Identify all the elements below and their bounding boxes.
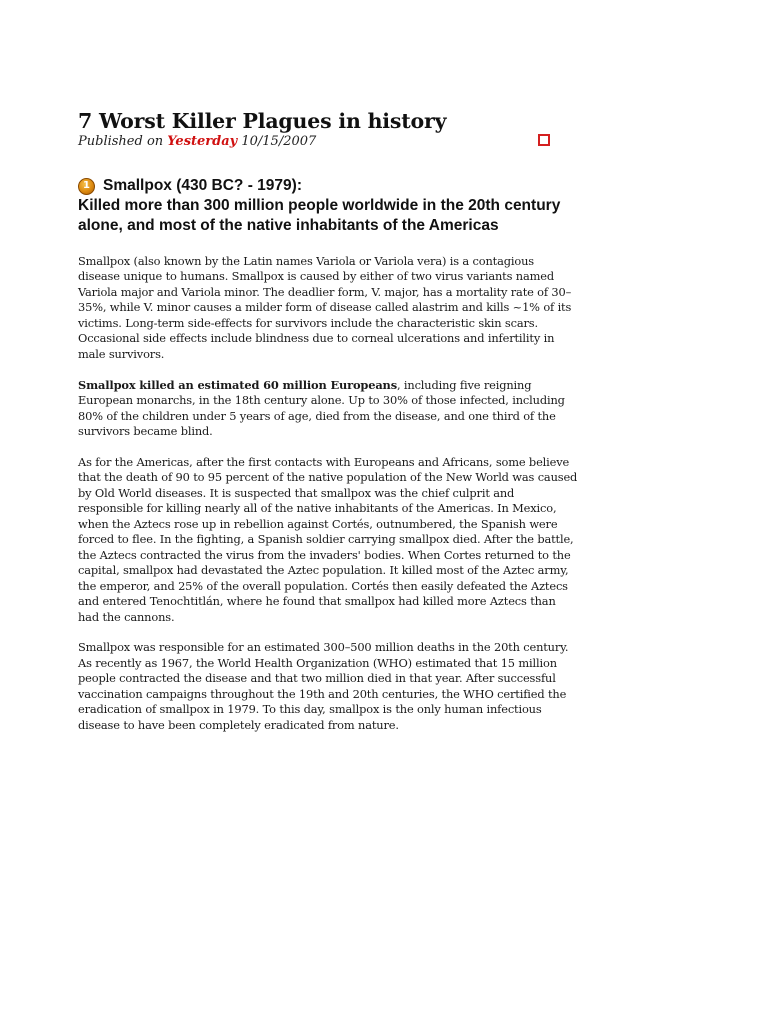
numbered-circle-icon: 1 xyxy=(78,178,95,195)
paragraph-2 xyxy=(78,378,578,440)
published-date: 10/15/2007 xyxy=(237,134,317,149)
published-prefix: Published on xyxy=(78,134,168,149)
published-when: Yesterday xyxy=(167,134,238,149)
article-body xyxy=(78,254,578,733)
entry-heading xyxy=(78,176,578,196)
paragraph-1: Smallpox (also known by the Latin names Variola or Variola vera) is a contagious disease unique to humans. Smallpox is caused by either of two virus variants named Variola major and Variola minor. The deadlier form, V. major, has a mortality rate of 30–35%, while V. minor causes a milder form of disease called alastrim and kills ~1% of its victims. Long-term side-effects for survivors include the characteristic skin scars. Occasional side effects include blindness due to corneal ulcerations and infertility in male survivors. xyxy=(78,254,572,361)
entry-subheading: Killed more than 300 million people worldwide in the 20th century alone, and most of the native inhabitants of the Americas xyxy=(78,197,561,234)
entry-title: Smallpox (430 BC? - 1979): xyxy=(103,177,302,194)
paragraph-3: As for the Americas, after the first contacts with Europeans and Africans, some believe that the death of 90 to 95 percent of the native population of the New World was caused by Old World diseases. It is suspected that smallpox was the chief culprit and responsible for killing nearly all of the native inhabitants of the Americas. In Mexico, when the Aztecs rose up in rebellion against Cortés, outnumbered, the Spanish were forced to flee. In the fighting, a Spanish soldier carrying smallpox died. After the battle, the Aztecs contracted the virus from the invaders' bodies. When Cortes returned to the capital, smallpox had devastated the Aztec population. It killed most of the Aztec army, the emperor, and 25% of the overall population. Cortés then easily defeated the Aztecs and entered Tenochtitlán, where he found that smallpox had killed more Aztecs than had the cannons. xyxy=(78,454,578,624)
paragraph-4: Smallpox was responsible for an estimated 300–500 million deaths in the 20th century. As recently as 1967, the World Health Organization (WHO) estimated that 15 million people contracted the disease and that two million died in that year. After successful vaccination campaigns throughout the 19th and 20th centuries, the WHO certified the eradication of smallpox in 1979. To this day, smallpox is the only human infectious disease to have been completely eradicated from nature. xyxy=(78,640,569,732)
published-line xyxy=(78,134,578,150)
paragraph-2-bold: Smallpox killed an estimated 60 million Europeans xyxy=(78,377,397,392)
paragraph-2-rest: , including five reigning European monarchs, in the 18th century alone. Up to 30% of those infected, including 80% of the children under 5 years of age, died from the disease, and one third of the survivors became blind. xyxy=(78,377,565,439)
article-title: 7 Worst Killer Plagues in history xyxy=(78,109,447,133)
article xyxy=(78,108,578,749)
